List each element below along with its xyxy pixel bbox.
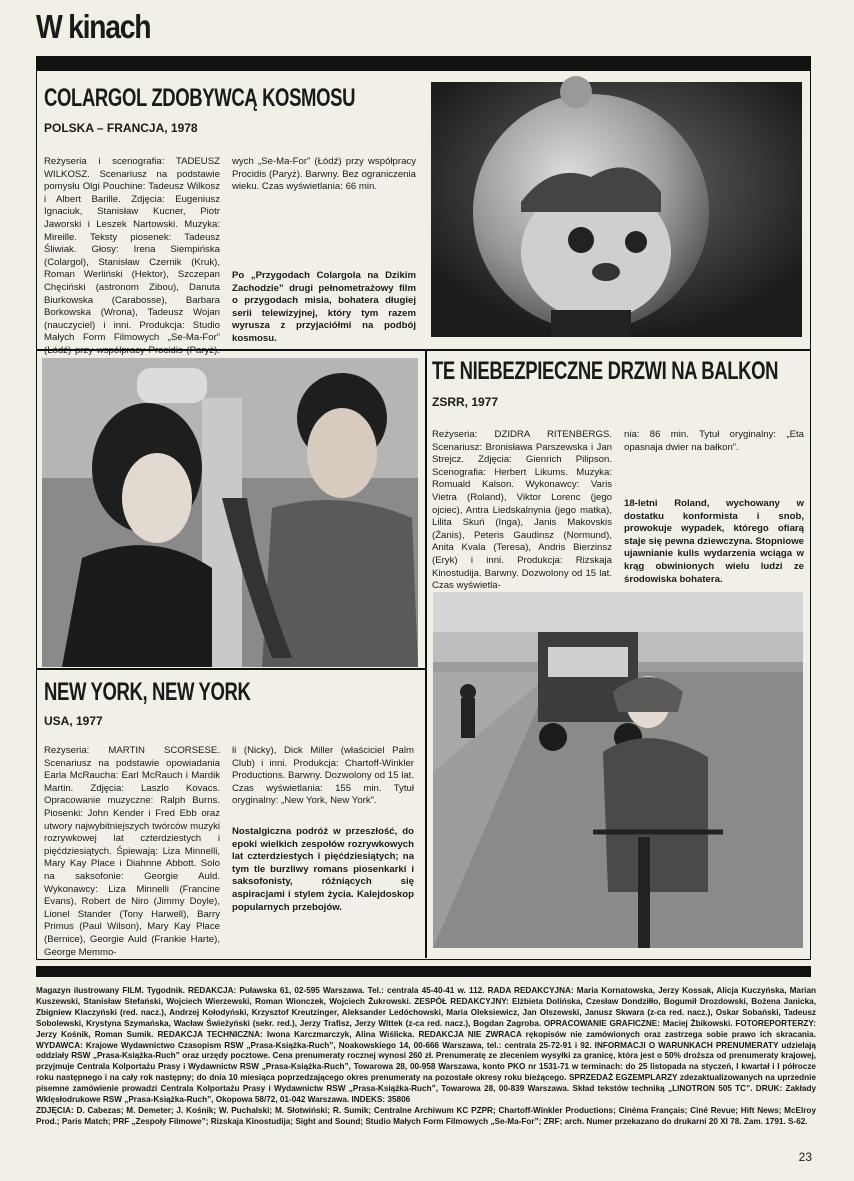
section-title: W kinach	[36, 8, 151, 45]
imprint: Magazyn ilustrowany FILM. Tygodnik. REDAKCJA: Puławska 61, 02-595 Warszawa. Tel.: centrala 45-40-41 w. 112. RADA REDAKCYJNA: Maria Kornatowska, Jerzy Kossak, Alicja Kuczyńska, Marian Kuszewski, Stanisław Stefański, Wojciech Wierzewski, Roman Wionczek, Wojciech Żukrowski. ZESPÓŁ REDAKCYJNY: Elżbieta Dolińska, Czesław Dondziłło, Bogumił Drozdowski, Bożena Janicka, Zbigniew Klaczyński (red. nacz.), Andrzej Kołodyński, Krzysztof Kreutzinger, Aleksander Ledóchowski, Maria Oleksiewicz, Jan Olszewski, Janusz Skwara (z-ca red. nacz.), Oskar Sobański, Tadeusz Sobolewski, Krystyna Szymańska, Wacław Świeżyński (sekr. red.), Jerzy Trafisz, Jerzy Wittek (z-ca red. nacz.), Bogdan Zagroba. OPRACOWANIE GRAFICZNE: Maciej Żbikowski. FOTOREPORTERZY: Jerzy Kośnik, Roman Sumik. REDAKCJA TECHNICZNA: Iwona Karczmarczyk, Alina Wiślicka. REDAKCJA NIE ZWRACA rękopisów nie zamówionych oraz zastrzega sobie prawo ich skracania. WYDAWCA: Krajowe Wydawnictwo Czasopism RSW „Prasa-Książka-Ruch”, Noakowskiego 14, 00-666 Warszawa, tel.: centrala 25-72-91 i 92. INFORMACJI O WARUNKACH PRENUMERATY udzielają oddziały RSW „Prasa-Książka-Ruch” oraz urzędy pocztowe. Cena prenumeraty rocznej wynosi 260 zł. Prenumeratę ze zleceniem wysyłki za granicę, która jest o 50% droższa od prenumeraty krajowej, przyjmuje Centrala Kolportażu Prasy i Wydawnictw RSW „Prasa-Książka-Ruch”, Towarowa 28, 00-958 Warszawa, konto PKO nr 1531-71 w terminach: do 25 listopada na styczeń, I kwartał i I półrocze roku następnego i na cały rok następny; do dnia 10 miesiąca poprzedzającego okres prenumeraty na pozostałe okresy roku bieżącego. SPRZEDAŻ EGZEMPLARZY zdezaktualizowanych na uprzednie pisemne zamówienie prowadzi Centrala Kolportażu Prasy i Wydawnictw RSW „Prasa-Książka-Ruch”, Towarowa 28, 00-839 Warszawa. Skład tekstów techniką „LINOTRON 505 TC”. DRUK: Zakłady Wklęsłodrukowe RSW „Prasa-Książka-Ruch”, Okopowa 58/72, 01-042 Warszawa. INDEKS: 35806	[36, 986, 816, 1105]
headline-colargol: COLARGOL ZDOBYWCĄ KOSMOSU	[44, 84, 356, 112]
credits-colargol-cont: wych „Se-Ma-For” (Łódź) przy współpracy Procidis (Paryż). Barwny. Bez ograniczenia wieku. Czas wyświetlania: 66 min.	[232, 156, 416, 193]
photo-credits: ZDJĘCIA: D. Cabezas; M. Demeter; J. Kośnik; W. Puchalski; M. Słotwiński; R. Sumik; Centralne Archiwum KC PZPR; Chartoff-Winkler Productions; Cinéma Français; Ciné Revue; Hift News; McElroy Prod.; Paris Match; PRF „Zespoły Filmowe”; Rizskaja Kinostudija; Sight and Sound; Studio Małych Form Filmowych „Se-Ma-For”; ZRF; arch. Numer przekazano do drukarni 20 XI 78. Zam. 1791. S-62.	[36, 1106, 816, 1126]
credits-new-york-cont: li (Nicky), Dick Miller (właściciel Palm Club) i inni. Produkcja: Chartoff-Winkler Productions. Barwny. Dozwolony od 15 lat. Czas wyświetlania: 155 min. Tytuł oryginalny: „New York, New York”.	[232, 745, 414, 807]
photo-colargol-space-helmet	[431, 82, 802, 337]
headline-drzwi: TE NIEBEZPIECZNE DRZWI NA BALKON	[432, 357, 779, 385]
country-drzwi: ZSRR, 1977	[432, 395, 499, 409]
lead-colargol: Po „Przygodach Colargola na Dzikim Zachodzie” drugi pełnometrażowy film o przygodach misia, bohatera długiej serii telewizyjnej, który tym razem wyrusza z przyjaciółmi na podbój kosmosu.	[232, 270, 416, 344]
page-number: 23	[798, 1150, 812, 1164]
lead-drzwi: 18-letni Roland, wychowany w dostatku konformista i snob, prowokuje wypadek, którego ofiarą staje się pewna dziewczyna. Stopniowe ujawnianie kulis wydarzenia wciąga w krąg obwinionych wielu ludzi ze środowiska bohatera.	[624, 498, 804, 585]
horizontal-divider	[36, 668, 426, 670]
bottom-rule	[36, 966, 811, 977]
credits-drzwi-cont: nia: 86 min. Tytuł oryginalny: „Eta opasnaja dwier na bałkon”.	[624, 429, 804, 453]
credits-colargol: Reżyseria i scenografia: TADEUSZ WILKOSZ. Scenariusz na podstawie pomysłu Olgi Pouchine: Tadeusz Wilkosz i Albert Barille. Zdjęcia: Eugeniusz Ignaciuk, Stanisław Kucner, Piotr Jaworski i Leszek Nartowski. Muzyka: Mireille. Teksty piosenek: Tadeusz Śliwiak. Głosy: Irena Siempińska (Colargol), Stanisław Czernik (Kruk), Roman Werliński (Hektor), Szczepan Chęciński (astronom Zibou), Danuta Biurkowska (Carabosse), Barbara Borkowska (Wrona), Tadeusz Wojan (nauczyciel) i inni. Produkcja: Studio Małych Form Filmowych „Se-Ma-For” (Łódź) przy współpracy Procidis (Paryż).	[44, 156, 220, 356]
top-rule	[36, 56, 811, 70]
credits-drzwi: Reżyseria: DZIDRA RITENBERGS. Scenariusz: Bronisława Parszewska i Jan Strejcz. Zdjęcia: Gienrich Pilipson. Scenografia: Herbert Likums. Muzyka: Romuald Kalson. Wykonawcy: Varis Vietra (Roland), Viktor Lorenc (jego ojciec), Antra Liedskalnynia (jego matka), Lilita Skuń (Inga), Janis Makovskis (Żanis), Peteris Gaudinsz (Normund), Anita Kvala (Teresa), Andris Bierzinsz (Eryk) i inni. Produkcja: Rizskaja Kinostudija. Barwny. Dozwolony od 15 lat. Czas wyświetla-	[432, 429, 612, 592]
vertical-divider	[425, 350, 427, 958]
credits-new-york: Reżyseria: MARTIN SCORSESE. Scenariusz na podstawie opowiadania Earla McRaucha: Earl McRauch i Mardik Martin. Zdjęcia: Laszlo Kovacs. Opracowanie muzyczne: Ralph Burns. Piosenki: John Kender i Fred Ebb oraz utwory najwybitniejszych twórców muzyki rozrywkowej lat czterdziestych i pięćdziesiątych. Śpiewają: Liza Minnelli, Mary Kay Place i Diahnne Abbott. Solo na saksofonie: Georgie Auld. Wykonawcy: Liza Minnelli (Francine Evans), Robert de Niro (Jimmy Doyle), Lionel Stander (Tony Harwell), Barry Primus (Paul Wilson), Mary Kay Place (Bernice), Georgie Auld (Frankie Harte), George Memmo-	[44, 745, 220, 958]
headline-new-york: NEW YORK, NEW YORK	[44, 678, 251, 706]
country-new-york: USA, 1977	[44, 714, 103, 728]
lead-new-york: Nostalgiczna podróż w przeszłość, do epoki wielkich zespołów rozrywkowych lat czterdziestych i pięćdziesiątych; na tym tle burzliwy romans piosenkarki i saksofonisty, różniących się aspiracjami i stylem życia. Kalejdoskop popularnych przebojów.	[232, 826, 414, 913]
country-colargol: POLSKA – FRANCJA, 1978	[44, 121, 198, 135]
photo-drzwi-girl-on-bicycle	[433, 592, 803, 948]
photo-new-york-new-york	[42, 358, 418, 667]
